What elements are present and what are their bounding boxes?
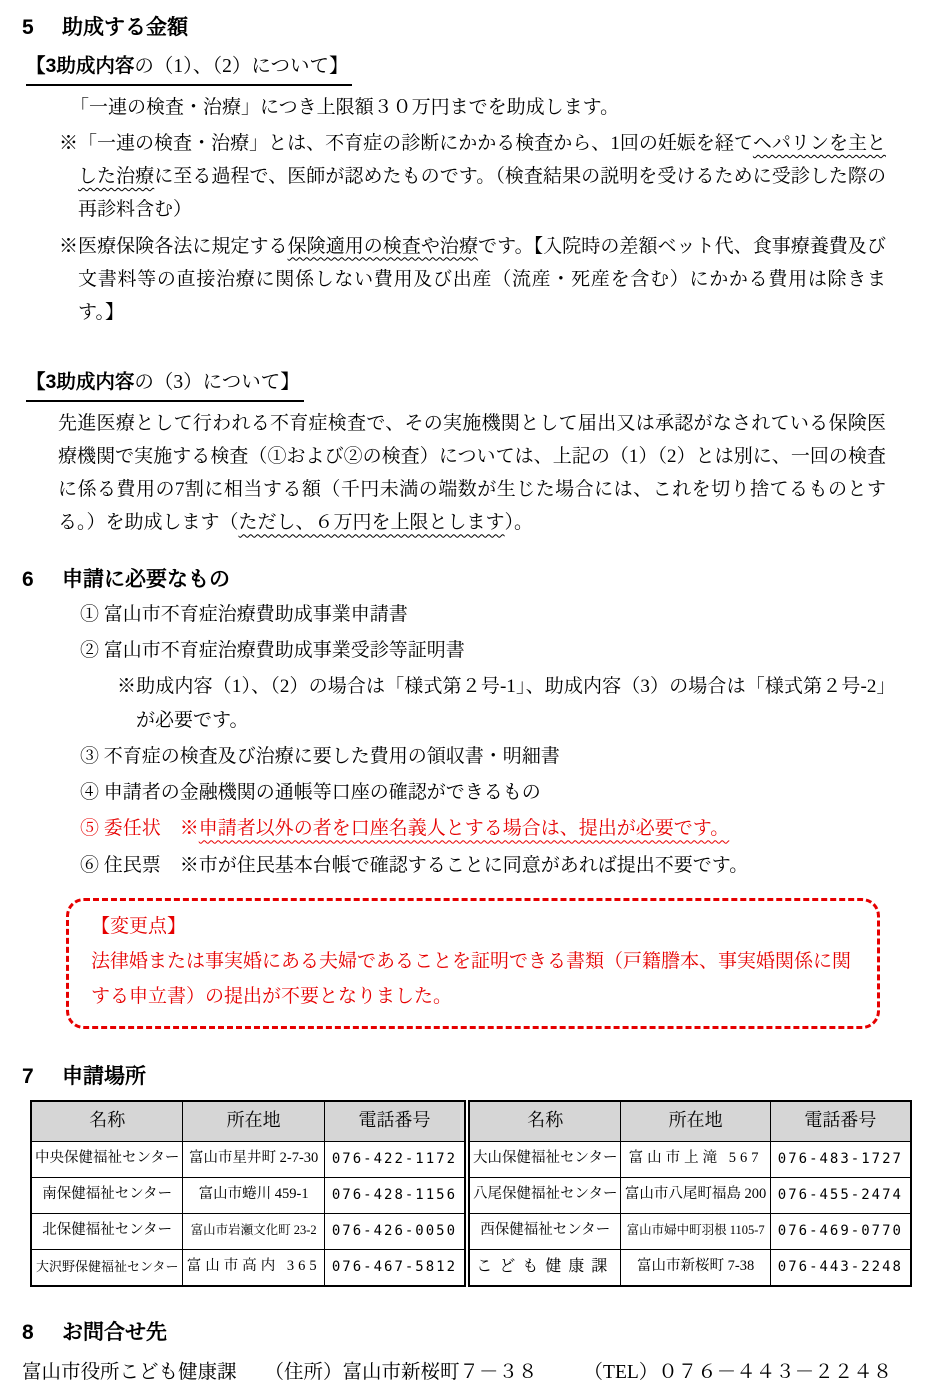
column-header-phone: 電話番号 [770,1101,911,1142]
application-sites-table-right [468,1100,912,1287]
section-5-title: 助成する金額 [62,16,188,39]
para-advanced-post: ）。 [504,512,534,534]
para-advanced-medical [58,407,886,540]
site-phone-cell: 076-483-1727 [770,1141,911,1177]
site-address-cell: 富山市婦中町羽根 1105-7 [621,1213,770,1249]
site-name-cell: 中央保健福祉センター [31,1141,183,1177]
site-phone-cell: 076-426-0050 [324,1213,465,1249]
contact-tel: （TEL）０７６－４４３－２２４８ [583,1361,893,1383]
site-phone-cell: 076-467-5812 [324,1249,465,1286]
subheading-bold-part: 【3助成内容 [26,55,135,78]
required-item-5 [80,812,886,845]
column-header-phone: 電話番号 [324,1101,465,1142]
column-header-name: 名称 [469,1101,621,1142]
section-6-title: 申請に必要なもの [62,567,230,591]
subheading-grant-content-1-2 [26,51,352,85]
table-row [469,1177,911,1213]
site-phone-cell: 076-422-1172 [324,1141,465,1177]
column-header-name: 名称 [31,1101,183,1142]
section-5-heading [22,14,912,42]
section-6-heading [22,566,912,594]
subheading-grant-content-3 [26,367,304,401]
note-series-wavy-text: ヘパリンを主とした治療 [78,132,886,188]
table-row [469,1141,911,1177]
site-name-cell: 大沢野保健福祉センター [31,1249,183,1286]
required-item-4: ④ 申請者の金融機関の通帳等口座の確認ができるもの [80,782,541,804]
column-header-address: 所在地 [621,1101,770,1142]
site-address-cell: 富山市岩瀬文化町 23-2 [183,1213,324,1249]
contact-address: （住所）富山市新桜町７－３８ [264,1361,538,1383]
site-address-cell: 富山市高内 365 [183,1249,324,1286]
application-sites-tables [30,1100,912,1287]
site-name-cell: 北保健福祉センター [31,1213,183,1249]
required-item-5-wavy-text: 申請者以外の者を口座名義人とする場合は、提出が必要です。 [198,818,730,840]
subheading-rest-part: の（3）について】 [134,372,300,394]
section-7-heading [22,1063,912,1091]
note-series-post: に至る過程で、医師が認めたものです。（検査結果の説明を受けるために受診した際の再診料含む） [78,166,886,221]
site-address-cell: 富山市上滝 567 [621,1141,770,1177]
required-item-5-label: ⑤ 委任状 ※ [80,818,199,840]
required-item-1: ① 富山市不育症治療費助成事業申請書 [80,603,408,625]
table-row [31,1213,465,1249]
site-address-cell: 富山市星井町 2-7-30 [183,1141,324,1177]
note-series-pre: ※「一連の検査・治療」とは、不育症の診断にかかる検査から、1回の妊娠を経て [59,132,753,154]
site-phone-cell: 076-455-2474 [770,1177,911,1213]
section-6-number: 6 [22,567,34,591]
required-item-3: ③ 不育症の検査及び治療に要した費用の領収書・明細書 [80,745,560,767]
required-item-2-note: ※助成内容（1）、（2）の場合は「様式第２号-1」、助成内容（3）の場合は「様式第２号-2」が必要です。 [117,676,886,731]
section-5-number: 5 [22,16,34,39]
para-advanced-pre: 先進医療として行われる不育症検査で、その実施機関として届出又は承認がなされている保険医療機関で実施する検査（①および②の検査）については、上記の（1）（2）とは別に、一回の検査に係る費用の7割に相当する額（千円未満の端数が生じた場合には、これを切り捨てるものとする。）を助成します（ [58,412,886,534]
site-phone-cell: 076-443-2248 [770,1249,911,1286]
site-name-cell: 南保健福祉センター [31,1177,183,1213]
required-items-list [80,598,886,882]
subheading-bold-part: 【3助成内容 [26,371,135,394]
site-phone-cell: 076-428-1156 [324,1177,465,1213]
section-7-number: 7 [22,1065,34,1089]
section-8-heading [22,1319,912,1347]
table-row [31,1141,465,1177]
note-insurance-post: です。【入院時の差額ベット代、食事療養費及び文書料等の直接治療に関係しない費用及び出産（流産・死産を含む）にかかる費用は除きます。】 [78,235,886,324]
para-subsidy-limit: 「一連の検査・治療」につき上限額３０万円までを助成します。 [70,96,620,118]
column-header-address: 所在地 [183,1101,324,1142]
required-item-6: ⑥ 住民票 ※市が住民基本台帳で確認することに同意があれば提出不要です。 [80,854,749,876]
note-series-definition [59,127,886,227]
contact-line [22,1356,912,1390]
site-name-cell: 大山保健福祉センター [469,1141,621,1177]
note-insurance-coverage [59,230,886,330]
site-name-cell: 西保健福祉センター [469,1213,621,1249]
change-box-heading: 【変更点】 [91,915,187,937]
section-7-title: 申請場所 [62,1065,146,1089]
site-address-cell: 富山市新桜町 7-38 [621,1249,770,1286]
application-sites-table-left [30,1100,466,1287]
site-phone-cell: 076-469-0770 [770,1213,911,1249]
change-note-box [66,898,880,1029]
note-insurance-wavy-text: 保険適用の検査や治療 [287,235,479,257]
section-8-number: 8 [22,1320,34,1344]
table-row [31,1249,465,1286]
table-row [469,1213,911,1249]
site-name-cell: こども健康課 [469,1249,621,1286]
subheading-rest-part: の（1）、（2）について】 [134,56,349,78]
para-advanced-wavy-text: ただし、６万円を上限とします [238,512,505,534]
site-address-cell: 富山市八尾町福島 200 [621,1177,770,1213]
site-name-cell: 八尾保健福祉センター [469,1177,621,1213]
note-insurance-pre: ※医療保険各法に規定する [59,235,288,257]
table-row [469,1249,911,1286]
site-address-cell: 富山市蜷川 459-1 [183,1177,324,1213]
change-box-body: 法律婚または事実婚にある夫婦であることを証明できる書類（戸籍謄本、事実婚関係に関する申立書）の提出が不要となりました。 [91,951,852,1008]
section-8-title: お問合せ先 [62,1320,167,1344]
required-item-2: ② 富山市不育症治療費助成事業受診等証明書 [80,640,465,662]
table-row [31,1177,465,1213]
contact-org: 富山市役所こども健康課 [22,1361,237,1383]
